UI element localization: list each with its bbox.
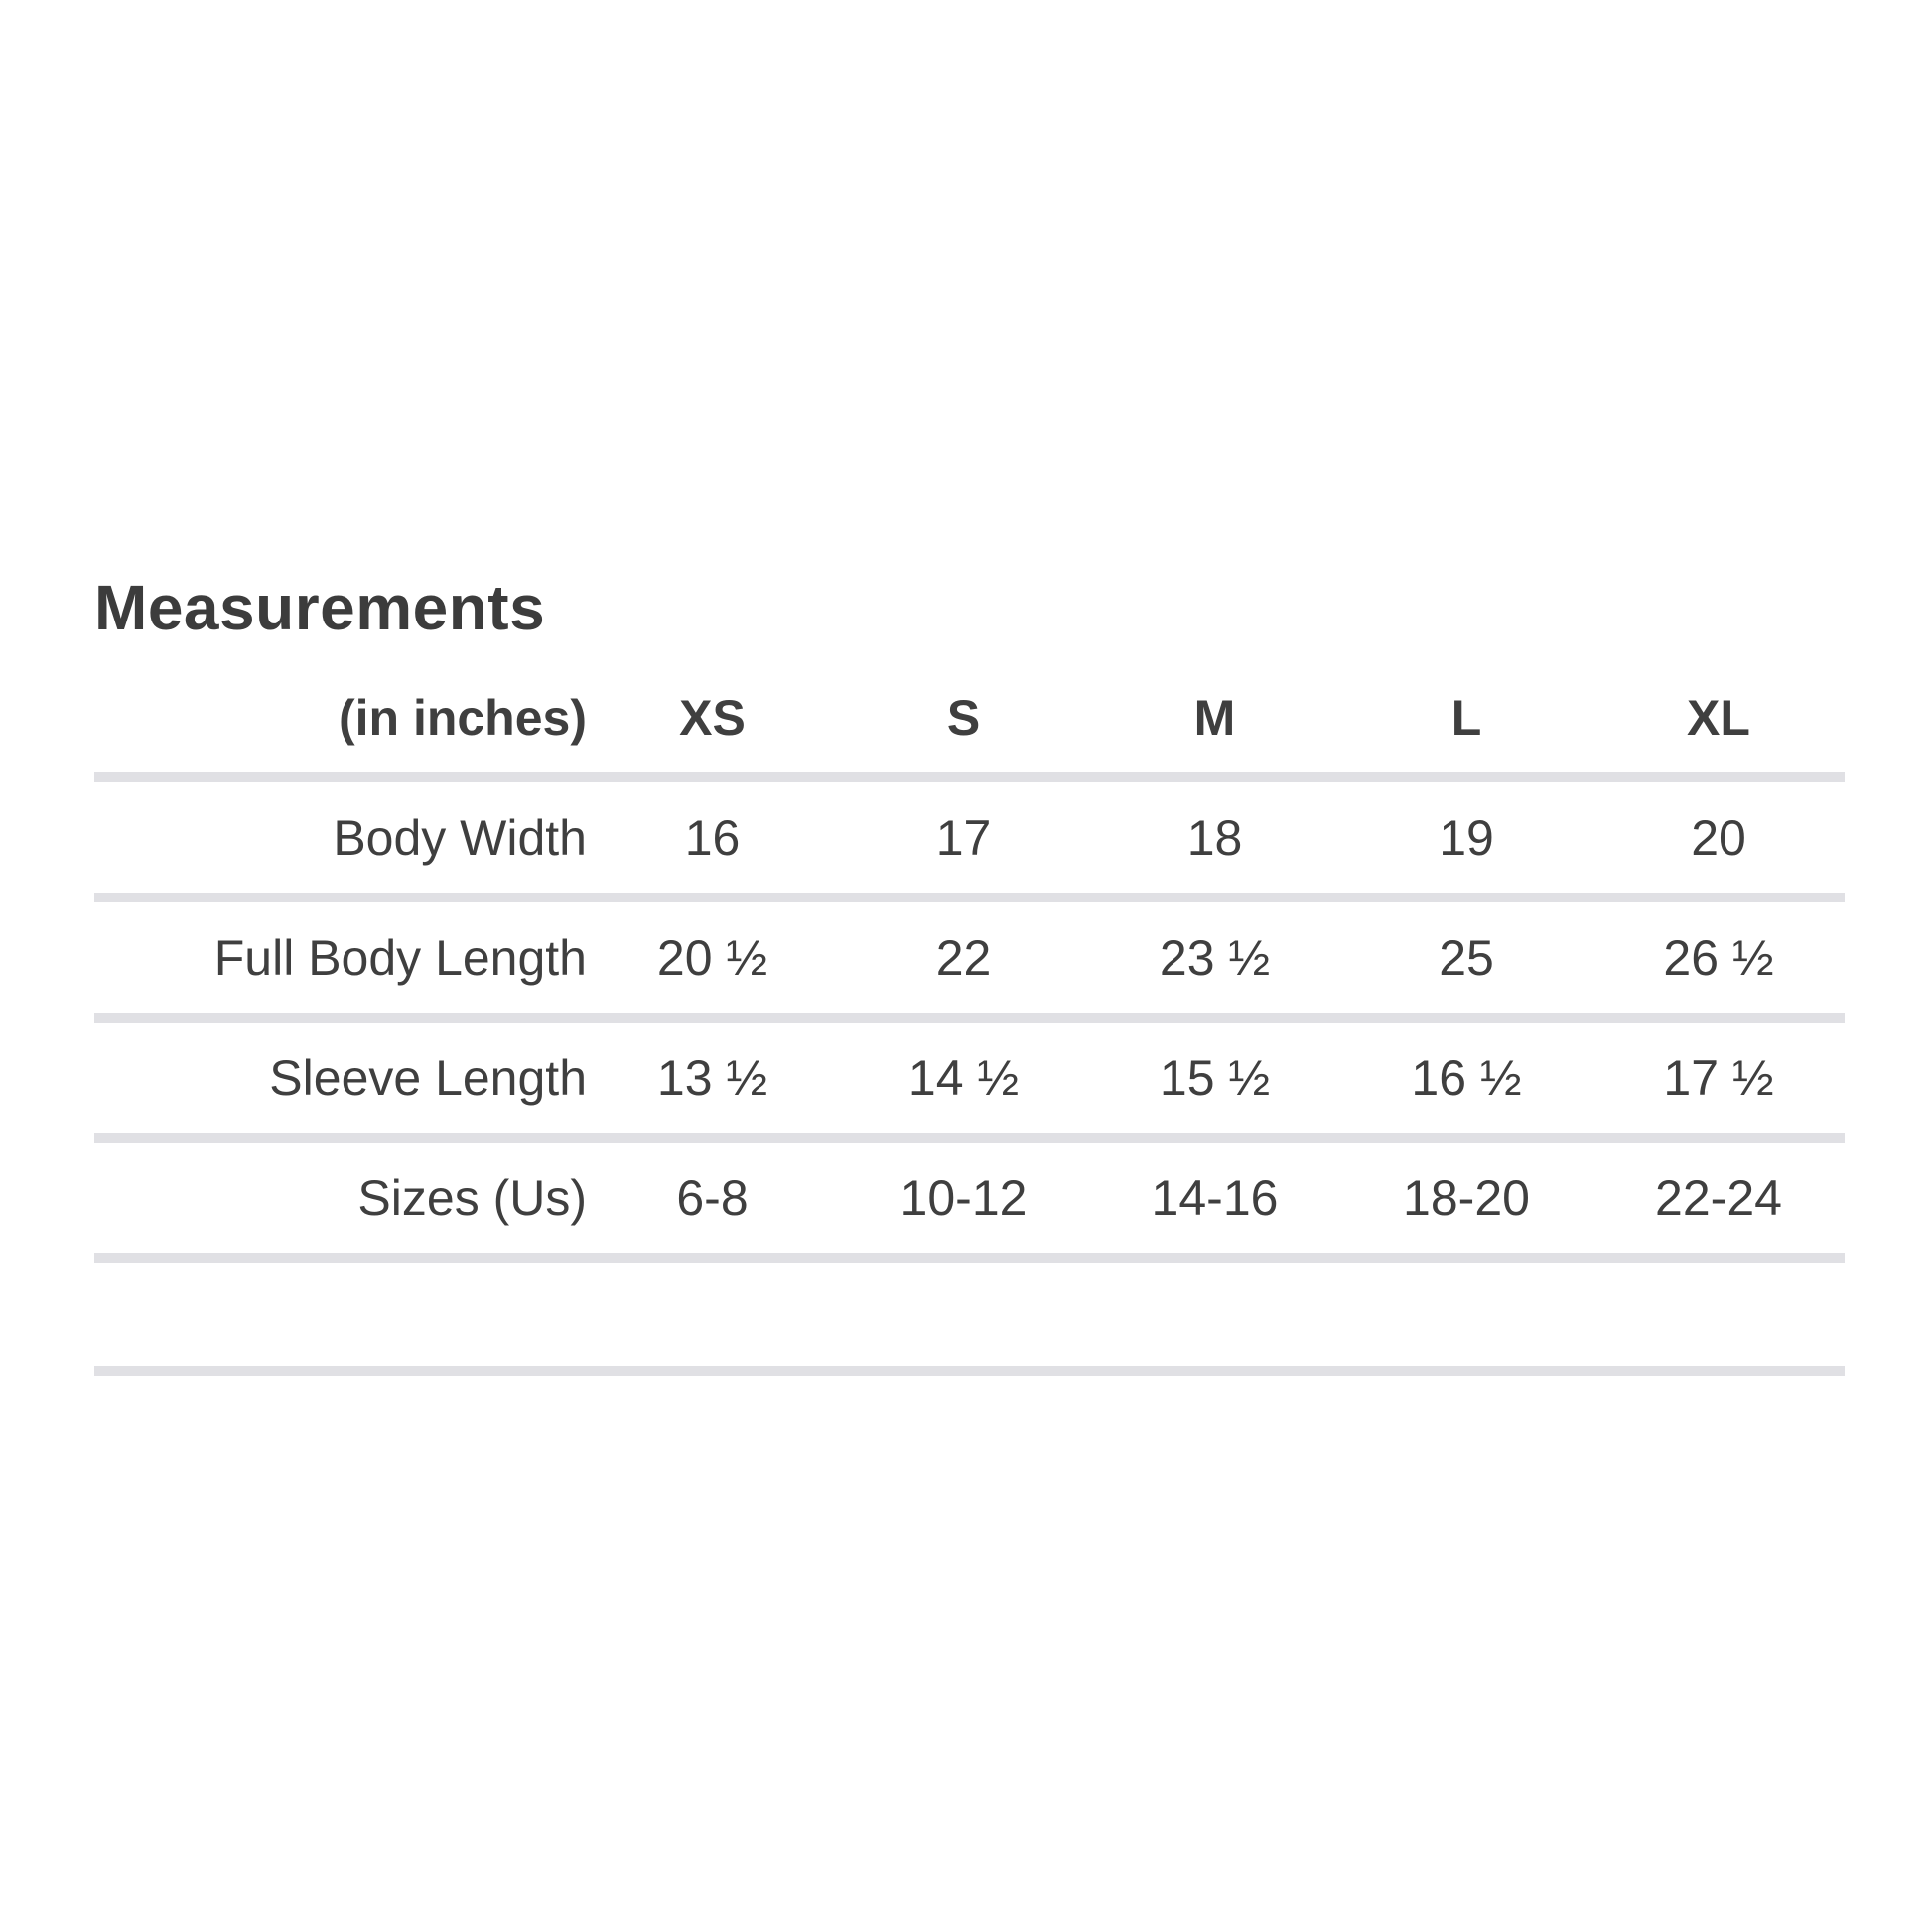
- table-row-empty: [94, 1258, 1845, 1371]
- cell-value: 18: [1089, 777, 1340, 897]
- unit-header-cell: (in inches): [94, 662, 587, 777]
- empty-cell: [94, 1258, 1845, 1371]
- page-title: Measurements: [94, 572, 546, 643]
- cell-value: 25: [1340, 897, 1592, 1018]
- cell-value: 20 ½: [587, 897, 838, 1018]
- size-chart: [94, 572, 1845, 1376]
- cell-value: 6-8: [587, 1138, 838, 1258]
- cell-value: 18-20: [1340, 1138, 1592, 1258]
- cell-value: 22-24: [1592, 1138, 1845, 1258]
- table-row-sizes-us: [94, 1138, 1845, 1258]
- column-header-xl: XL: [1592, 662, 1845, 777]
- cell-value: 13 ½: [587, 1018, 838, 1138]
- cell-value: 20: [1592, 777, 1845, 897]
- cell-value: 23 ½: [1089, 897, 1340, 1018]
- measurements-table: [94, 662, 1845, 1376]
- table-header-row: [94, 662, 1845, 777]
- cell-value: 17: [838, 777, 1089, 897]
- row-label: Sleeve Length: [94, 1018, 587, 1138]
- table-row-sleeve-length: [94, 1018, 1845, 1138]
- cell-value: 14 ½: [838, 1018, 1089, 1138]
- column-header-s: S: [838, 662, 1089, 777]
- cell-value: 15 ½: [1089, 1018, 1340, 1138]
- row-label: Sizes (Us): [94, 1138, 587, 1258]
- cell-value: 19: [1340, 777, 1592, 897]
- row-label: Full Body Length: [94, 897, 587, 1018]
- column-header-l: L: [1340, 662, 1592, 777]
- cell-value: 14-16: [1089, 1138, 1340, 1258]
- cell-value: 17 ½: [1592, 1018, 1845, 1138]
- table-row-full-body-length: [94, 897, 1845, 1018]
- cell-value: 22: [838, 897, 1089, 1018]
- column-header-xs: XS: [587, 662, 838, 777]
- cell-value: 26 ½: [1592, 897, 1845, 1018]
- column-header-m: M: [1089, 662, 1340, 777]
- table-row-body-width: [94, 777, 1845, 897]
- cell-value: 16 ½: [1340, 1018, 1592, 1138]
- row-label: Body Width: [94, 777, 587, 897]
- cell-value: 10-12: [838, 1138, 1089, 1258]
- cell-value: 16: [587, 777, 838, 897]
